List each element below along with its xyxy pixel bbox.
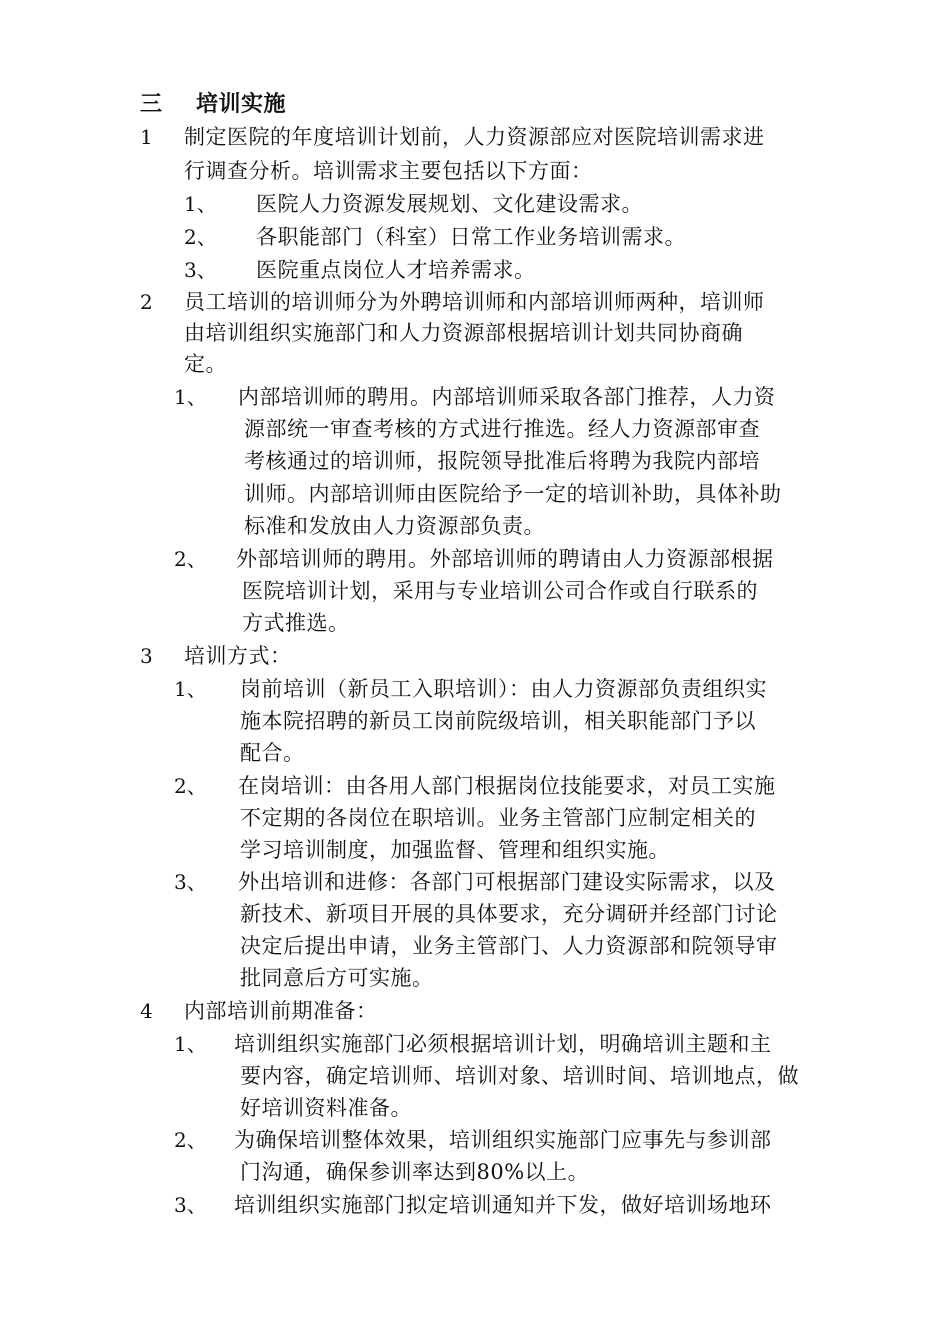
item-1-sub-1-number: 1、 xyxy=(184,192,217,216)
item-4-number: 4 xyxy=(140,999,153,1023)
item-1-line-2: 行调查分析。培训需求主要包括以下方面： xyxy=(184,159,593,183)
item-2-sub-1-line-1: 内部培训师的聘用。内部培训师采取各部门推荐，人力资 xyxy=(238,385,776,409)
item-4-sub-2-line-2: 门沟通，确保参训率达到80%以上。 xyxy=(240,1160,590,1184)
section-number: 三 xyxy=(140,91,163,117)
item-4-sub-2-line-1: 为确保培训整体效果，培训组织实施部门应事先与参训部 xyxy=(234,1128,772,1152)
item-4-sub-1-line-3: 好培训资料准备。 xyxy=(240,1096,412,1120)
item-1-sub-2-number: 2、 xyxy=(184,225,217,249)
item-2-sub-1-line-5: 标准和发放由人力资源部负责。 xyxy=(244,514,545,538)
item-4-sub-3-number: 3、 xyxy=(174,1193,207,1217)
item-3-sub-1-line-2: 施本院招聘的新员工岗前院级培训，相关职能部门予以 xyxy=(240,709,756,733)
item-4-sub-1-line-1: 培训组织实施部门必须根据培训计划，明确培训主题和主 xyxy=(234,1032,772,1056)
item-2-sub-1-line-4: 训师。内部培训师由医院给予一定的培训补助，具体补助 xyxy=(244,482,782,506)
item-3-sub-1-line-1: 岗前培训（新员工入职培训）：由人力资源部负责组织实 xyxy=(240,677,767,701)
item-4-sub-1-number: 1、 xyxy=(174,1032,207,1056)
item-3-sub-3-line-4: 批同意后方可实施。 xyxy=(240,966,434,990)
item-3-sub-1-number: 1、 xyxy=(174,677,207,701)
item-1-sub-3-line-1: 医院重点岗位人才培养需求。 xyxy=(256,258,536,282)
item-4-sub-3-line-1: 培训组织实施部门拟定培训通知并下发，做好培训场地环 xyxy=(234,1193,772,1217)
item-3-sub-2-line-1: 在岗培训：由各用人部门根据岗位技能要求，对员工实施 xyxy=(238,774,776,798)
item-2-number: 2 xyxy=(140,290,153,314)
item-4-line-1: 内部培训前期准备： xyxy=(184,999,378,1023)
item-3-line-1: 培训方式： xyxy=(184,644,292,668)
item-3-number: 3 xyxy=(140,644,153,668)
item-3-sub-3-line-3: 决定后提出申请，业务主管部门、人力资源部和院领导审 xyxy=(240,934,778,958)
item-3-sub-1-line-3: 配合。 xyxy=(240,741,305,765)
item-2-sub-2-line-3: 方式推选。 xyxy=(242,611,350,635)
item-4-sub-1-line-2: 要内容，确定培训师、培训对象、培训时间、培训地点，做 xyxy=(240,1064,799,1088)
item-1-line-1: 制定医院的年度培训计划前，人力资源部应对医院培训需求进 xyxy=(184,125,765,149)
item-3-sub-2-number: 2、 xyxy=(174,774,207,798)
item-3-sub-2-line-3: 学习培训制度，加强监督、管理和组织实施。 xyxy=(240,838,670,862)
item-3-sub-2-line-2: 不定期的各岗位在职培训。业务主管部门应制定相关的 xyxy=(240,806,756,830)
item-2-sub-2-line-1: 外部培训师的聘用。外部培训师的聘请由人力资源部根据 xyxy=(236,547,774,571)
item-2-line-1: 员工培训的培训师分为外聘培训师和内部培训师两种，培训师 xyxy=(184,290,765,314)
item-2-line-2: 由培训组织实施部门和人力资源部根据培训计划共同协商确 xyxy=(184,321,743,345)
item-4-sub-2-number: 2、 xyxy=(174,1128,207,1152)
item-2-line-3: 定。 xyxy=(184,352,227,376)
item-2-sub-1-line-3: 考核通过的培训师，报院领导批准后将聘为我院内部培 xyxy=(244,449,760,473)
item-3-sub-3-line-1: 外出培训和进修：各部门可根据部门建设实际需求，以及 xyxy=(238,870,776,894)
item-2-sub-2-number: 2、 xyxy=(174,547,207,571)
item-2-sub-1-line-2: 源部统一审查考核的方式进行推选。经人力资源部审查 xyxy=(244,417,760,441)
item-1-sub-3-number: 3、 xyxy=(184,258,217,282)
item-1-number: 1 xyxy=(140,125,153,149)
section-title: 培训实施 xyxy=(196,91,287,117)
item-2-sub-1-number: 1、 xyxy=(174,385,207,409)
item-1-sub-2-line-1: 各职能部门（科室）日常工作业务培训需求。 xyxy=(256,225,686,249)
item-3-sub-3-number: 3、 xyxy=(174,870,207,894)
item-2-sub-2-line-2: 医院培训计划，采用与专业培训公司合作或自行联系的 xyxy=(242,579,758,603)
item-3-sub-3-line-2: 新技术、新项目开展的具体要求，充分调研并经部门讨论 xyxy=(240,902,778,926)
item-1-sub-1-line-1: 医院人力资源发展规划、文化建设需求。 xyxy=(256,192,643,216)
